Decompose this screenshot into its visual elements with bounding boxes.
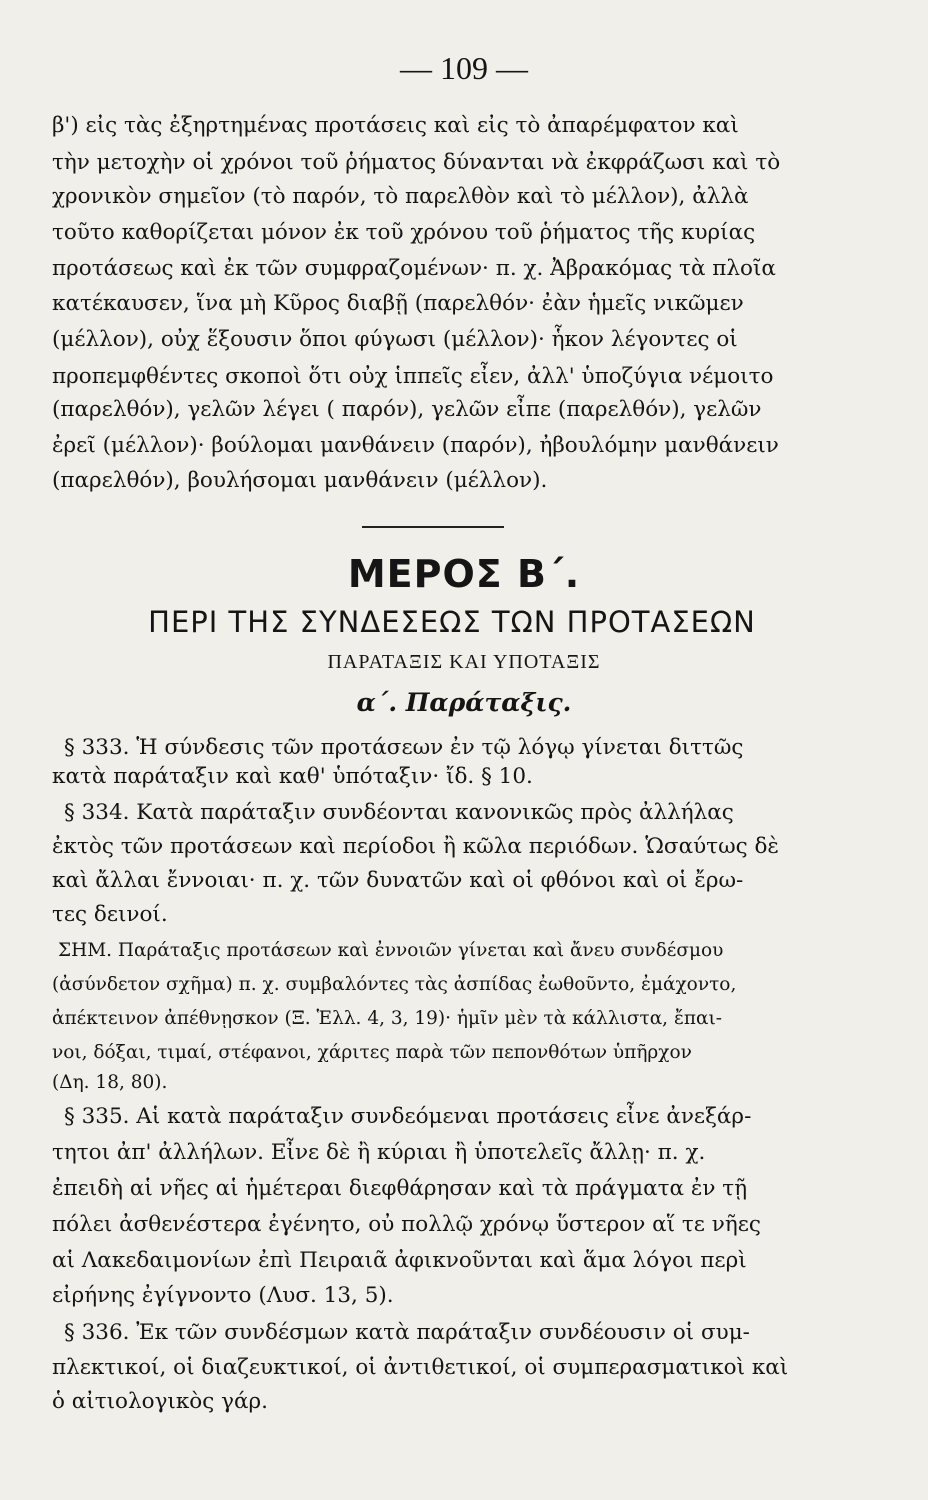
text-line: κατὰ παράταξιν καὶ καθ' ὑπόταξιν· ἴδ. § 10. <box>52 764 533 789</box>
text-line: β') εἰς τὰς ἐξηρτημένας προτάσεις καὶ εἰς τὸ ἀπαρέμφατον καὶ <box>52 113 739 138</box>
chapter-title: ΠΕΡΙ ΤΗΣ ΣΥΝΔΕΣΕΩΣ ΤΩΝ ΠΡΟΤΑΣΕΩΝ <box>148 605 756 639</box>
text-line: εἰρήνης ἐγίγνοντο (Λυσ. 13, 5). <box>52 1283 394 1308</box>
part-heading: ΜΕΡΟΣ Β΄. <box>347 552 581 596</box>
text-line: τες δεινοί. <box>52 902 168 927</box>
text-line: ἐκτὸς τῶν προτάσεων καὶ περίοδοι ἢ κῶλα περιόδων. Ὡσαύτως δὲ <box>52 834 779 859</box>
text-line: (ἀσύνδετον σχῆμα) π. χ. συμβαλόντες τὰς ἀσπίδας ἐωθοῦντο, ἐμάχοντο, <box>52 974 737 995</box>
text-line: ἐρεῖ (μέλλον)· βούλομαι μανθάνειν (παρόν), ἠβουλόμην μανθάνειν <box>52 433 779 458</box>
text-line: αἱ Λακεδαιμονίων ἐπὶ Πειραιᾶ ἀφικνοῦνται καὶ ἅμα λόγοι περὶ <box>52 1248 747 1273</box>
text-line: κατέκαυσεν, ἵνα μὴ Κῦρος διαβῇ (παρελθόν· ἐὰν ἡμεῖς νικῶμεν <box>52 291 744 316</box>
page-number: — 109 — <box>400 50 528 86</box>
text-line: ὁ αἰτιολογικὸς γάρ. <box>52 1389 268 1414</box>
text-line: § 336. Ἐκ τῶν συνδέσμων κατὰ παράταξιν συνδέουσιν οἱ συμ- <box>64 1320 750 1345</box>
chapter-subtitle: ΠΑΡΑΤΑΞΙΣ ΚΑΙ ΥΠΟΤΑΞΙΣ <box>327 651 601 673</box>
text-line: προτάσεως καὶ ἐκ τῶν συμφραζομένων· π. χ. Ἀβρακόμας τὰ πλοῖα <box>52 256 776 281</box>
section-heading: α΄. Παράταξις. <box>356 688 572 717</box>
text-line: § 335. Αἱ κατὰ παράταξιν συνδεόμεναι προτάσεις εἶνε ἀνεξάρ- <box>64 1104 752 1129</box>
text-line: (παρελθόν), βουλήσομαι μανθάνειν (μέλλον). <box>52 468 548 493</box>
text-line: (Δη. 18, 80). <box>52 1072 168 1093</box>
text-line: πλεκτικοί, οἱ διαζευκτικοί, οἱ ἀντιθετικοί, οἱ συμπερασματικοὶ καὶ <box>52 1355 789 1380</box>
text-line: (παρελθόν), γελῶν λέγει ( παρόν), γελῶν εἶπε (παρελθόν), γελῶν <box>52 397 762 422</box>
text-line: ἀπέκτεινον ἀπέθνῃσκον (Ξ. Ἑλλ. 4, 3, 19)· ἡμῖν μὲν τὰ κάλλιστα, ἔπαι- <box>52 1008 723 1029</box>
text-line: § 334. Κατὰ παράταξιν συνδέονται κανονικῶς πρὸς ἀλλήλας <box>64 800 734 825</box>
section-divider <box>362 526 504 528</box>
text-line: νοι, δόξαι, τιμαί, στέφανοι, χάριτες παρὰ τῶν πεπονθότων ὑπῆρχον <box>52 1042 692 1063</box>
text-line: § 333. Ἡ σύνδεσις τῶν προτάσεων ἐν τῷ λόγῳ γίνεται διττῶς <box>64 735 744 760</box>
text-line: προπεμφθέντες σκοποὶ ὅτι οὐχ ἱππεῖς εἶεν, ἀλλ' ὑποζύγια νέμοιτο <box>52 364 774 389</box>
text-line: ΣΗΜ. Παράταξις προτάσεων καὶ ἐννοιῶν γίνεται καὶ ἄνευ συνδέσμου <box>58 940 724 961</box>
text-line: πόλει ἀσθενέστερα ἐγένητο, οὐ πολλῷ χρόνῳ ὕστερον αἵ τε νῆες <box>52 1212 761 1237</box>
text-line: τητοι ἀπ' ἀλλήλων. Εἶνε δὲ ἢ κύριαι ἢ ὑποτελεῖς ἄλλῃ· π. χ. <box>52 1140 706 1165</box>
text-line: (μέλλον), οὐχ ἕξουσιν ὅποι φύγωσι (μέλλον)· ἧκον λέγοντες οἱ <box>52 327 738 352</box>
text-line: τοῦτο καθορίζεται μόνον ἐκ τοῦ χρόνου τοῦ ῥήματος τῆς κυρίας <box>52 220 756 245</box>
text-line: ἐπειδὴ αἱ νῆες αἱ ἡμέτεραι διεφθάρησαν καὶ τὰ πράγματα ἐν τῇ <box>52 1176 748 1201</box>
text-line: καὶ ἄλλαι ἔννοιαι· π. χ. τῶν δυνατῶν καὶ οἱ φθόνοι καὶ οἱ ἔρω- <box>52 868 744 893</box>
text-line: τὴν μετοχὴν οἱ χρόνοι τοῦ ῥήματος δύνανται νὰ ἐκφράζωσι καὶ τὸ <box>52 150 781 175</box>
text-line: χρονικὸν σημεῖον (τὸ παρόν, τὸ παρελθὸν καὶ τὸ μέλλον), ἀλλὰ <box>52 184 749 209</box>
